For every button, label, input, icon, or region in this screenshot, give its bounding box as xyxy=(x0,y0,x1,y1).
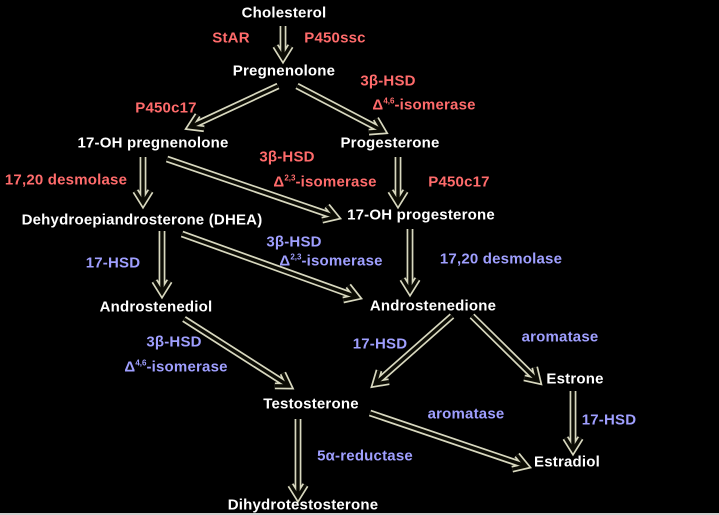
compound-dihydrotestosterone: Dihydrotestosterone xyxy=(227,496,379,514)
arrow-17oh-pregnenolone-to-dhea xyxy=(136,157,151,203)
enzyme-p450ssc: P450ssc xyxy=(304,29,366,47)
enzyme-5a-reductase: 5α-reductase xyxy=(317,447,413,465)
compound-pregnenolone: Pregnenolone xyxy=(232,62,336,80)
enzyme-d46-isomerase-2 xyxy=(124,359,227,376)
arrow-17oh-progesterone-to-androstenedione xyxy=(403,229,418,291)
arrow-androstenedione-to-estrone xyxy=(472,316,538,381)
enzyme-text: -isomerase xyxy=(146,358,228,376)
enzyme-p450c17-1: P450c17 xyxy=(135,99,197,117)
superscript: 2,3 xyxy=(284,173,296,183)
enzyme-3b-hsd-1: 3β-HSD xyxy=(360,72,416,90)
enzyme-text: Δ xyxy=(273,173,285,191)
enzyme-text: Δ xyxy=(372,96,384,114)
compound-androstenedione: Androstenedione xyxy=(369,297,497,315)
enzyme-1720-desmolase-2: 17,20 desmolase xyxy=(439,250,563,268)
compound-estrone: Estrone xyxy=(546,370,604,388)
enzyme-text: -isomerase xyxy=(394,96,476,114)
enzyme-1720-desmolase-1: 17,20 desmolase xyxy=(4,171,128,189)
enzyme-text: -isomerase xyxy=(295,173,377,191)
enzyme-aromatase-2: aromatase xyxy=(427,405,505,423)
enzyme-3b-hsd-3: 3β-HSD xyxy=(266,233,322,251)
superscript: 4,6 xyxy=(383,96,395,106)
arrow-pregnenolone-to-progesterone xyxy=(297,86,383,132)
enzyme-text: Δ xyxy=(124,358,136,376)
enzyme-d46-isomerase-1 xyxy=(372,97,475,114)
compound-17oh-progesterone: 17-OH progesterone xyxy=(347,206,495,224)
compound-androstenediol: Androstenediol xyxy=(99,298,213,316)
enzyme-3b-hsd-2: 3β-HSD xyxy=(259,148,315,166)
arrow-testosterone-to-dihydrotestosterone xyxy=(291,419,306,497)
arrow-progesterone-to-17oh-progesterone xyxy=(391,157,406,203)
arrow-androstenediol-to-testosterone xyxy=(184,319,289,386)
arrow-dhea-to-androstenediol xyxy=(155,231,170,293)
arrow-pregnenolone-to-17oh-pregnenolone xyxy=(190,86,278,129)
enzyme-aromatase-1: aromatase xyxy=(521,328,599,346)
enzyme-p450c17-2: P450c17 xyxy=(428,173,490,191)
enzyme-17-hsd-3: 17-HSD xyxy=(581,411,637,429)
arrow-estrone-to-estradiol xyxy=(566,391,581,450)
arrow-cholesterol-to-pregnenolone xyxy=(276,26,291,58)
superscript: 4,6 xyxy=(135,358,147,368)
enzyme-d23-isomerase-2 xyxy=(279,253,382,270)
compound-progesterone: Progesterone xyxy=(340,134,440,152)
superscript: 2,3 xyxy=(290,252,302,262)
compound-testosterone: Testosterone xyxy=(263,395,359,413)
enzyme-3b-hsd-4: 3β-HSD xyxy=(146,333,202,351)
compound-dhea: Dehydroepiandrosterone (DHEA) xyxy=(21,211,263,229)
compound-cholesterol: Cholesterol xyxy=(241,4,327,22)
enzyme-star: StAR xyxy=(212,29,250,47)
enzyme-text: Δ xyxy=(279,252,291,270)
compound-estradiol: Estradiol xyxy=(534,453,600,471)
enzyme-text: -isomerase xyxy=(301,252,383,270)
compound-17oh-pregnenolone: 17-OH pregnenolone xyxy=(77,134,229,152)
enzyme-17-hsd-2: 17-HSD xyxy=(352,335,408,353)
enzyme-d23-isomerase-1 xyxy=(273,174,376,191)
enzyme-17-hsd-1: 17-HSD xyxy=(85,254,141,272)
